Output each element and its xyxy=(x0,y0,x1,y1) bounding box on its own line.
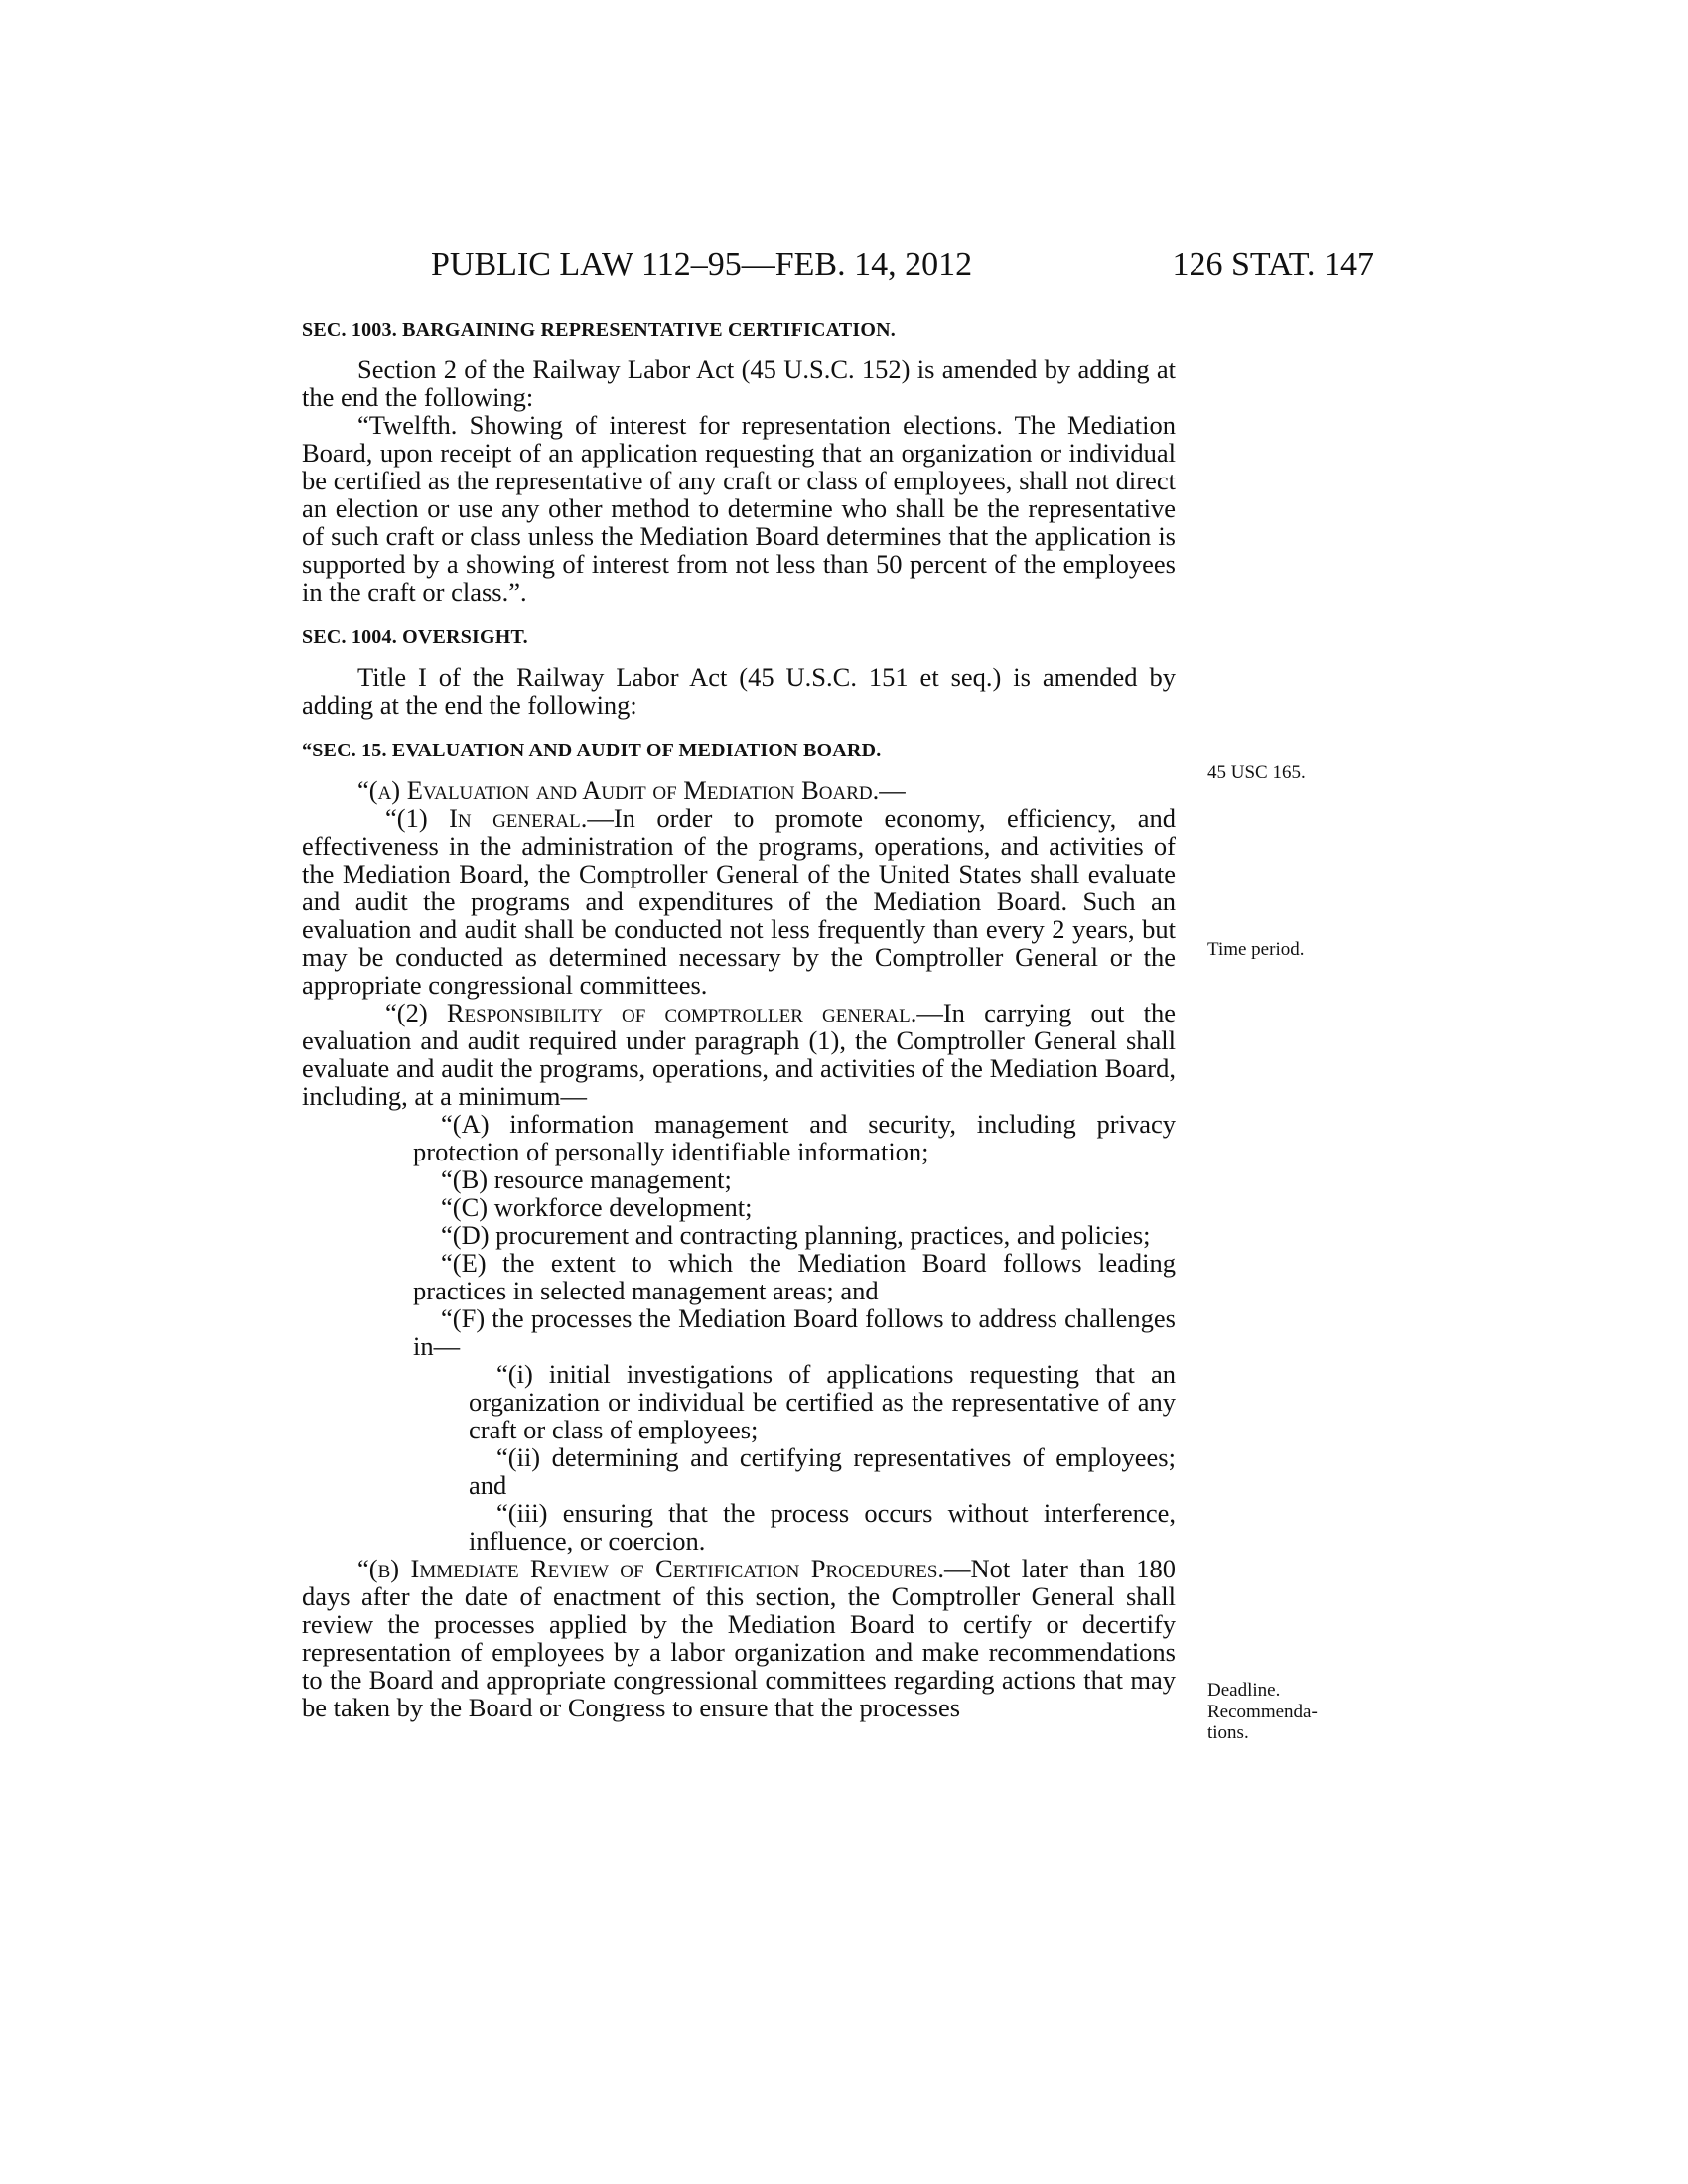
clause-iii: “(iii) ensuring that the process occurs without interference, influence, or coercion. xyxy=(469,1498,1176,1556)
margin-note-deadline: Deadline. xyxy=(1207,1680,1281,1701)
margin-note-time-period: Time period. xyxy=(1207,939,1305,960)
paragraph-1: “(1) In general.—In order to promote economy, efficiency, and effectiveness in the administration of the programs, operations, and activities of the Mediation Board, the Comptroller General of the United States shall evaluate and audit the programs and expenditures of the Mediation Board. Such an evaluation and audit shall be conducted not less frequently than every 2 years, but may be conducted as determined necessary by the Comptroller General or the appropriate congressional committees. xyxy=(302,803,1176,1000)
section-1003-intro: Section 2 of the Railway Labor Act (45 U.S.C. 152) is amended by adding at the end the following: xyxy=(302,354,1176,412)
clause-ii: “(ii) determining and certifying representatives of employees; and xyxy=(469,1442,1176,1500)
section-15-heading: “SEC. 15. EVALUATION AND AUDIT OF MEDIATION BOARD. xyxy=(302,740,882,761)
subparagraph-b: “(B) resource management; xyxy=(441,1164,732,1194)
public-law-citation: PUBLIC LAW 112–95—FEB. 14, 2012 xyxy=(431,246,973,283)
clause-i: “(i) initial investigations of applications requesting that an organization or individual be certified as the representative of any craft or class of employees; xyxy=(469,1359,1176,1444)
running-head xyxy=(302,246,1374,292)
paragraph-2: “(2) Responsibility of comptroller general.—In carrying out the evaluation and audit required under paragraph (1), the Comptroller General shall evaluate and audit the programs, operations, and activities of the Mediation Board, including, at a minimum— xyxy=(302,998,1176,1111)
subparagraph-d: “(D) procurement and contracting planning, practices, and policies; xyxy=(441,1220,1151,1250)
subparagraph-a: “(A) information management and security, including privacy protection of personally identifiable information; xyxy=(413,1109,1176,1166)
subparagraph-e: “(E) the extent to which the Mediation Board follows leading practices in selected management areas; and xyxy=(413,1248,1176,1305)
section-1004-heading: SEC. 1004. OVERSIGHT. xyxy=(302,626,528,648)
margin-note-recommendations: Recommenda-tions. xyxy=(1207,1702,1318,1743)
statute-page-number: 126 STAT. 147 xyxy=(1172,246,1374,283)
section-1003-heading: SEC. 1003. BARGAINING REPRESENTATIVE CERTIFICATION. xyxy=(302,319,896,341)
section-1003-text: “Twelfth. Showing of interest for representation elections. The Mediation Board, upon receipt of an application requesting that an organization or individual be certified as the representative of any craft or class of employees, shall not direct an election or use any other method to determine who shall be the representative of such craft or class unless the Mediation Board determines that the application is supported by a showing of interest from not less than 50 percent of the employees in the craft or class.”. xyxy=(302,410,1176,607)
section-1004-intro: Title I of the Railway Labor Act (45 U.S.C. 151 et seq.) is amended by adding at the end the following: xyxy=(302,662,1176,720)
subsection-b: “(b) Immediate Review of Certification Procedures.—Not later than 180 days after the date of enactment of this section, the Comptroller General shall review the processes applied by the Mediation Board to certify or decertify representation of employees by a labor organization and make recommendations to the Board and appropriate congressional committees regarding actions that may be taken by the Board or Congress to ensure that the processes xyxy=(302,1554,1176,1722)
subparagraph-c: “(C) workforce development; xyxy=(441,1192,753,1222)
subsection-a-heading: “(a) Evaluation and Audit of Mediation Board.— xyxy=(357,775,906,805)
margin-note-usc: 45 USC 165. xyxy=(1207,762,1306,783)
subparagraph-f: “(F) the processes the Mediation Board follows to address challenges in— xyxy=(413,1303,1176,1361)
document-body xyxy=(302,316,1176,1721)
